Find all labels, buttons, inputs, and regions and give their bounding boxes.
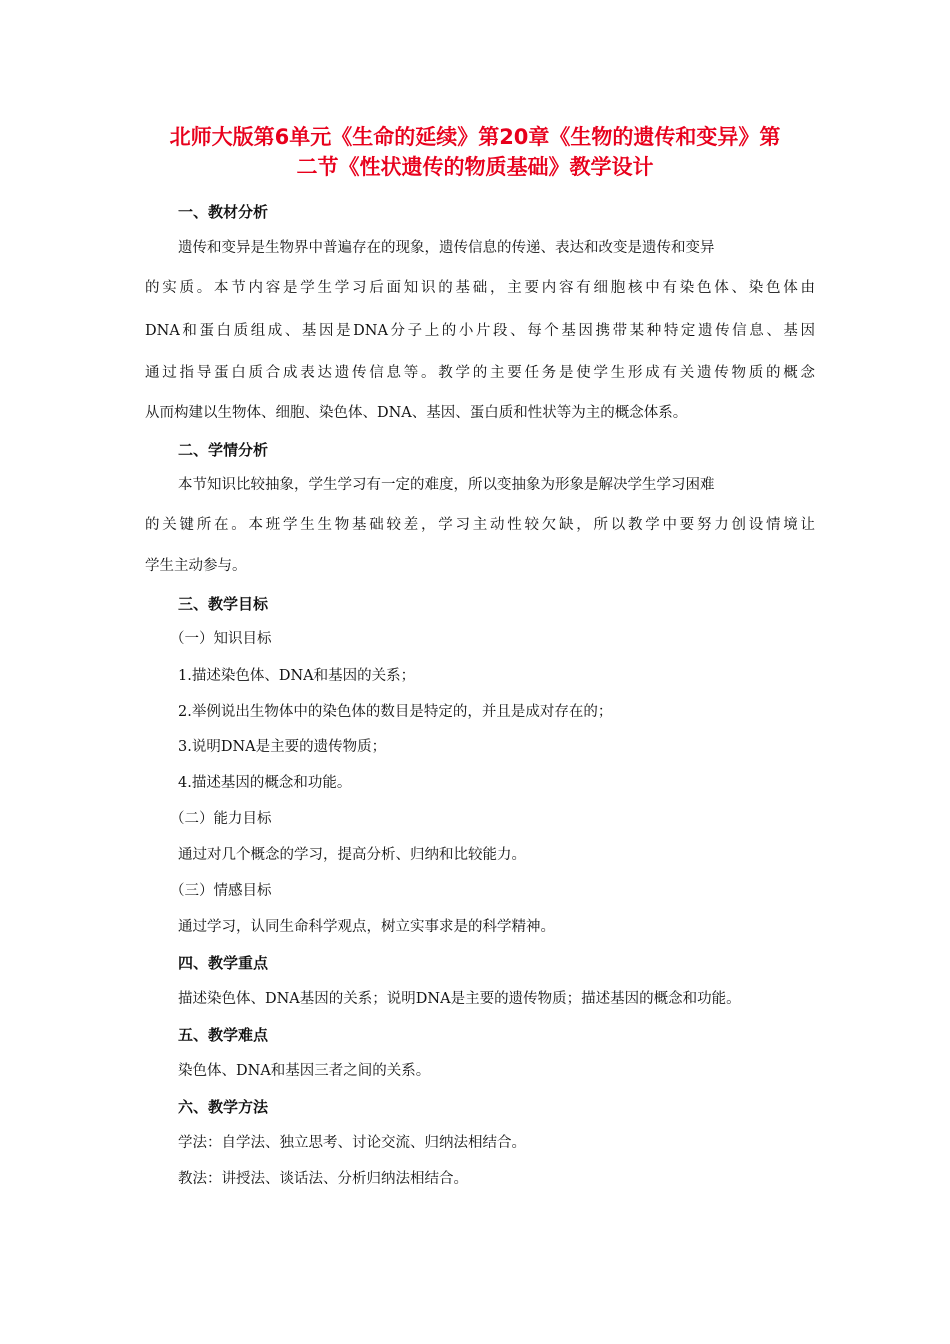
paragraph-line: 从而构建以生物体、细胞、染色体、DNA、基因、蛋白质和性状等为主的概念体系。	[145, 405, 688, 421]
list-item: 4.描述基因的概念和功能。	[178, 775, 352, 791]
document-title-line-2: 二节《性状遗传的物质基础》教学设计	[296, 155, 654, 179]
paragraph-line: 通过指导蛋白质合成表达遗传信息等。教学的主要任务是使学生形成有关遗传物质的概念	[145, 365, 815, 381]
section-heading-teaching-methods: 六、教学方法	[178, 1098, 269, 1116]
paragraph-line: 本节知识比较抽象，学生学习有一定的难度，所以变抽象为形象是解决学生学习困难	[178, 477, 715, 493]
list-item: 1.描述染色体、DNA和基因的关系；	[178, 668, 416, 684]
section-heading-textbook-analysis: 一、教材分析	[178, 203, 269, 221]
section-heading-teaching-goals: 三、教学目标	[178, 595, 269, 613]
paragraph-line: 通过对几个概念的学习，提高分析、归纳和比较能力。	[178, 847, 526, 863]
subheading-ability-goals: （二）能力目标	[170, 811, 272, 827]
list-item: 3.说明DNA是主要的遗传物质；	[178, 739, 387, 755]
paragraph-line: 教法：讲授法、谈话法、分析归纳法相结合。	[178, 1171, 468, 1187]
list-item: 2.举例说出生物体中的染色体的数目是特定的，并且是成对存在的；	[178, 704, 613, 720]
section-heading-key-points: 四、教学重点	[178, 954, 269, 972]
section-heading-difficulties: 五、教学难点	[178, 1026, 269, 1044]
paragraph-line: 的实质。本节内容是学生学习后面知识的基础，主要内容有细胞核中有染色体、染色体由	[145, 280, 815, 296]
paragraph-line: 通过学习，认同生命科学观点，树立实事求是的科学精神。	[178, 919, 555, 935]
paragraph-line: 学生主动参与。	[145, 558, 247, 574]
paragraph-line: DNA和蛋白质组成、基因是DNA分子上的小片段、每个基因携带某种特定遗传信息、基因	[145, 323, 815, 339]
paragraph-line: 描述染色体、DNA基因的关系；说明DNA是主要的遗传物质；描述基因的概念和功能。	[178, 991, 741, 1007]
subheading-knowledge-goals: （一）知识目标	[170, 631, 272, 647]
paragraph-line: 的关键所在。本班学生生物基础较差，学习主动性较欠缺，所以教学中要努力创设情境让	[145, 517, 815, 533]
paragraph-line: 遗传和变异是生物界中普遍存在的现象，遗传信息的传递、表达和改变是遗传和变异	[178, 240, 715, 256]
paragraph-line: 学法：自学法、独立思考、讨论交流、归纳法相结合。	[178, 1135, 526, 1151]
document-title-line-1: 北师大版第6单元《生命的延续》第20章《生物的遗传和变异》第	[169, 125, 781, 149]
section-heading-student-analysis: 二、学情分析	[178, 441, 269, 459]
paragraph-line: 染色体、DNA和基因三者之间的关系。	[178, 1063, 431, 1079]
subheading-emotion-goals: （三）情感目标	[170, 883, 272, 899]
